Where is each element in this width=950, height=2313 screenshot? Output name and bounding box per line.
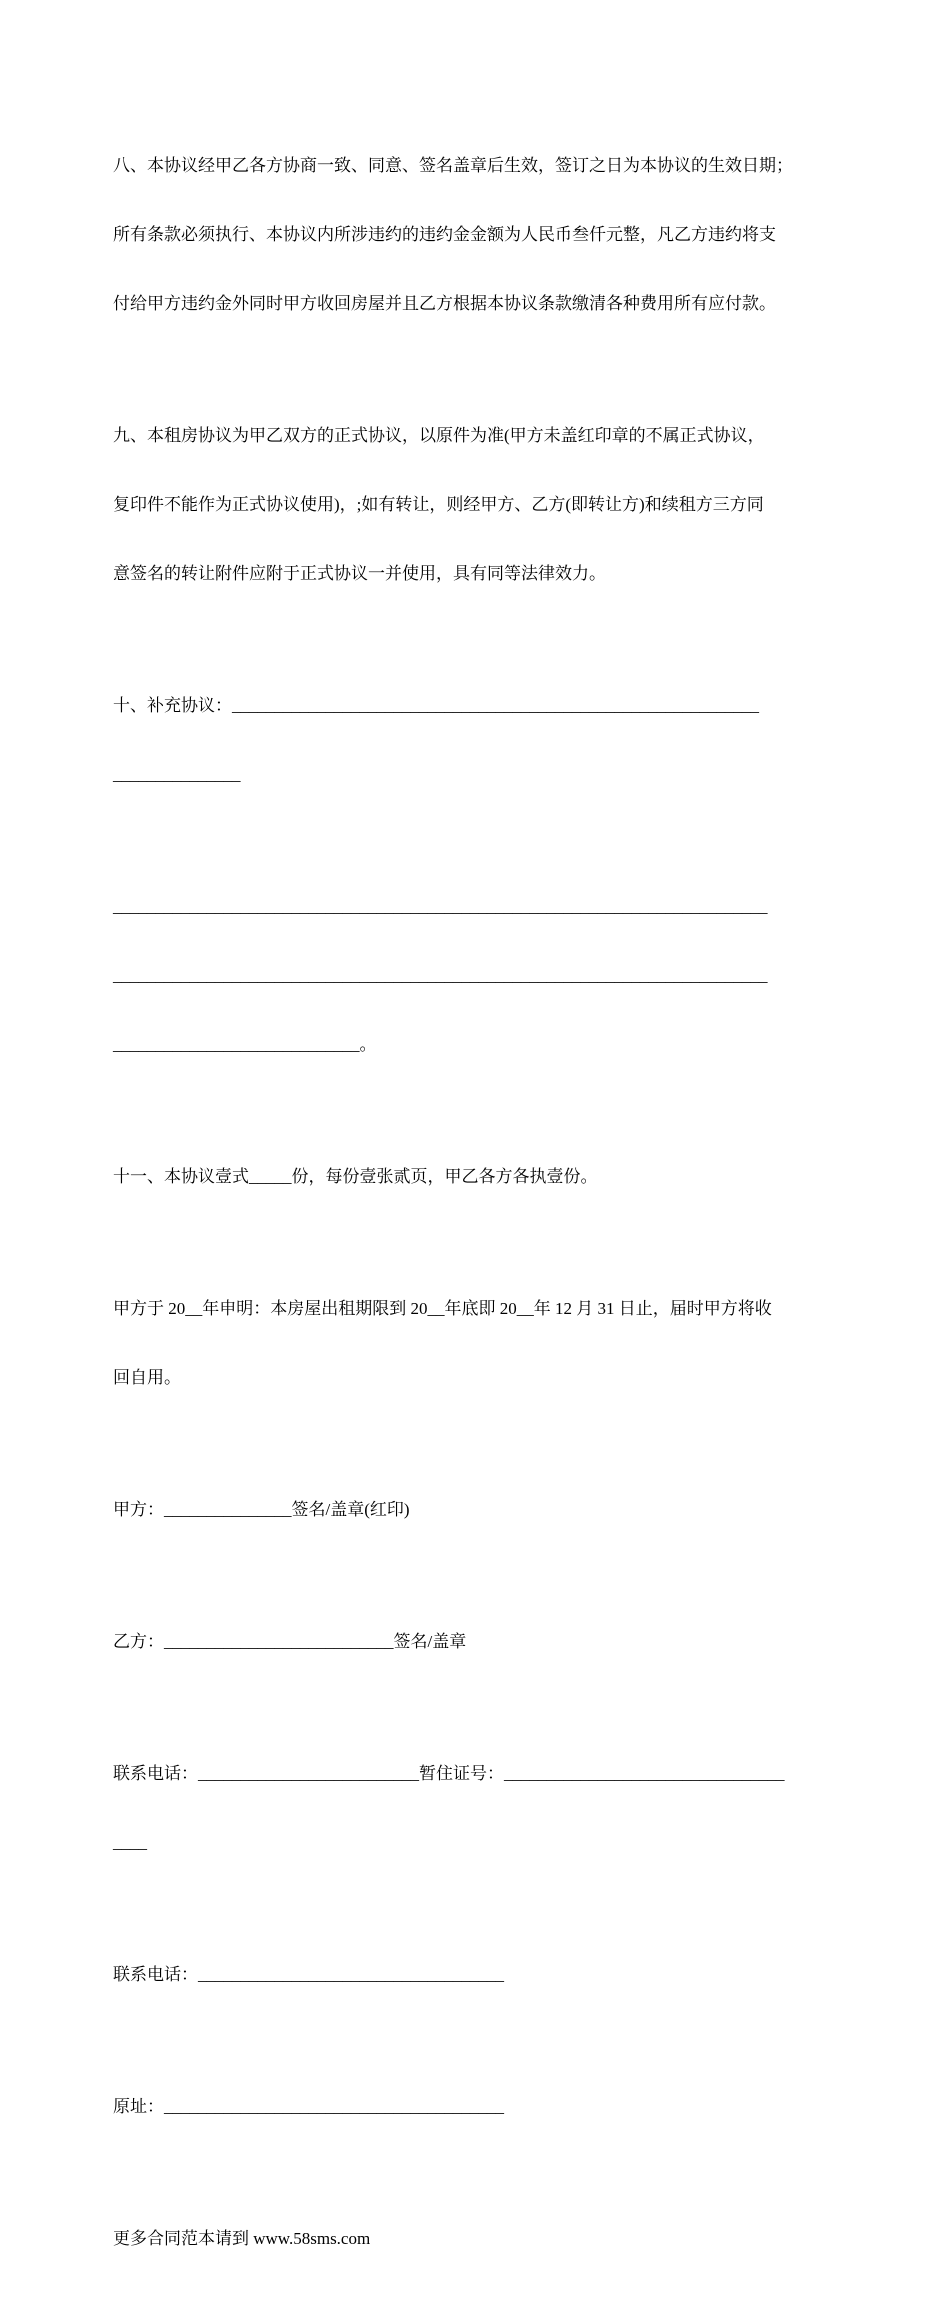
declaration-line-1: 甲方于 20__年申明：本房屋出租期限到 20__年底即 20__年 12 月 31 日止，届时甲方将收 bbox=[113, 1299, 772, 1318]
footer-text: 更多合同范本请到 www.58sms.com bbox=[113, 2229, 371, 2248]
clause-8-line-2: 所有条款必须执行、本协议内所涉违约的违约金金额为人民币叁仟元整，凡乙方违约将支 bbox=[113, 225, 776, 244]
clause-8-line-3: 付给甲方违约金外同时甲方收回房屋并且乙方根据本协议条款缴清各种费用所有应付款。 bbox=[113, 294, 776, 313]
clause-10-blank-lines bbox=[113, 849, 843, 1102]
contact-phone-id bbox=[113, 1716, 843, 1900]
clause-11 bbox=[113, 1119, 843, 1234]
clause-9-line-2: 复印件不能作为正式协议使用)，;如有转让，则经甲方、乙方(即转让方)和续租方三方同 bbox=[113, 495, 764, 514]
party-b-signature bbox=[113, 1584, 843, 1699]
party-a-text: 甲方：_______________签名/盖章(红印) bbox=[113, 1500, 410, 1519]
clause-9-line-1: 九、本租房协议为甲乙双方的正式协议，以原件为准(甲方未盖红印章的不属正式协议， bbox=[113, 426, 765, 445]
contact-phone bbox=[113, 1917, 843, 2032]
clause-10 bbox=[113, 648, 843, 832]
clause-10-line-2: _______________ bbox=[113, 765, 241, 784]
contact-phone-id-line-2: ____ bbox=[113, 1833, 147, 1852]
document-page bbox=[113, 108, 843, 2313]
blank-line-3: _____________________________。 bbox=[113, 1035, 377, 1054]
clause-10-line-1: 十、补充协议：______________________________________________________________ bbox=[113, 696, 759, 715]
contact-phone-text: 联系电话：____________________________________ bbox=[113, 1965, 504, 1984]
clause-9-line-3: 意签名的转让附件应附于正式协议一并使用，具有同等法律效力。 bbox=[113, 564, 606, 583]
contact-phone-id-line-1: 联系电话：__________________________暂住证号：_________________________________ bbox=[113, 1764, 785, 1783]
blank-line-2: _____________________________________________________________________________ bbox=[113, 966, 768, 985]
clause-8-line-1: 八、本协议经甲乙各方协商一致、同意、签名盖章后生效，签订之日为本协议的生效日期； bbox=[113, 156, 793, 175]
declaration-line-2: 回自用。 bbox=[113, 1368, 181, 1387]
footer-note bbox=[113, 2181, 843, 2296]
party-b-text: 乙方：___________________________签名/盖章 bbox=[113, 1632, 467, 1651]
declaration bbox=[113, 1251, 843, 1435]
original-address bbox=[113, 2049, 843, 2164]
clause-11-text: 十一、本协议壹式_____份，每份壹张贰页，甲乙各方各执壹份。 bbox=[113, 1167, 598, 1186]
blank-line-1: _____________________________________________________________________________ bbox=[113, 897, 768, 916]
clause-9 bbox=[113, 378, 843, 631]
original-address-text: 原址：________________________________________ bbox=[113, 2097, 504, 2116]
party-a-signature bbox=[113, 1452, 843, 1567]
clause-8 bbox=[113, 108, 843, 361]
clause-10-gap bbox=[113, 832, 843, 849]
